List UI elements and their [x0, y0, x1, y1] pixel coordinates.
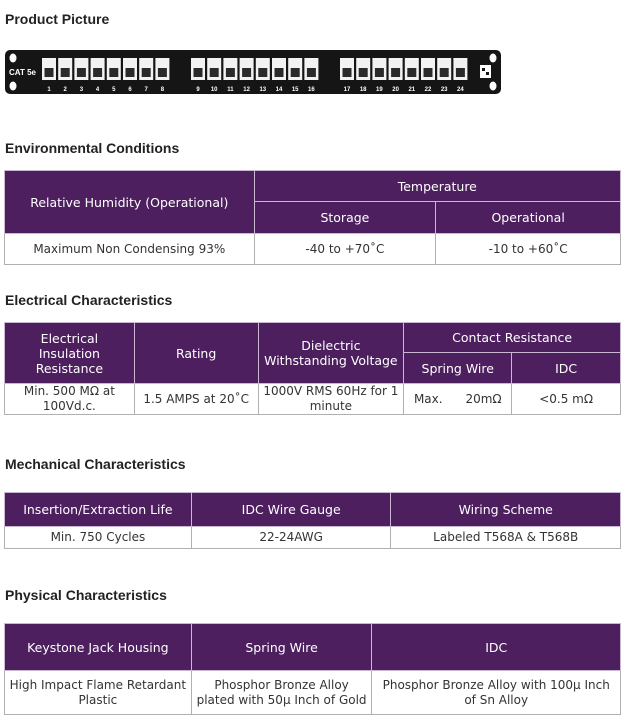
housing-header: Keystone Jack Housing — [5, 624, 192, 671]
spring-wire-value: Max. 20mΩ — [404, 384, 512, 415]
port-number: 9 — [196, 87, 200, 93]
insertion-life-value: Min. 750 Cycles — [5, 527, 192, 549]
insulation-header: Electrical Insulation Resistance — [5, 323, 135, 384]
mount-hole — [490, 82, 497, 91]
port-number: 23 — [440, 87, 448, 93]
wire-gauge-header: IDC Wire Gauge — [191, 493, 391, 527]
dielectric-value: 1000V RMS 60Hz for 1 minute — [258, 384, 404, 415]
wiring-scheme-value: Labeled T568A & T568B — [391, 527, 621, 549]
port-number: 24 — [457, 87, 464, 93]
port-number: 5 — [112, 87, 116, 93]
port-number: 21 — [408, 87, 416, 93]
port-number: 15 — [291, 87, 299, 93]
environmental-table — [4, 170, 621, 265]
port-opening — [77, 68, 86, 77]
patch-panel-image — [5, 48, 501, 96]
physical-spring-wire-header: Spring Wire — [191, 624, 372, 671]
port-opening — [275, 68, 284, 77]
port-opening — [126, 68, 135, 77]
dielectric-header: Dielectric Withstanding Voltage — [258, 323, 404, 384]
physical-table — [4, 623, 621, 715]
electrical-title: Electrical Characteristics — [5, 292, 173, 308]
temperature-header: Temperature — [254, 171, 620, 202]
port-number: 20 — [392, 87, 399, 93]
wiring-scheme-header: Wiring Scheme — [391, 493, 621, 527]
housing-value: High Impact Flame Retardant Plastic — [5, 671, 192, 715]
physical-idc-value: Phosphor Bronze Alloy with 100μ Inch of Sn Alloy — [372, 671, 621, 715]
humidity-header: Relative Humidity (Operational) — [5, 171, 255, 234]
port-opening — [407, 68, 416, 77]
idc-header: IDC — [512, 353, 621, 384]
rating-header: Rating — [134, 323, 258, 384]
brand-logo-mark — [482, 68, 485, 71]
port-number: 2 — [63, 87, 67, 93]
physical-spring-wire-value: Phosphor Bronze Alloy plated with 50μ Inch of Gold — [191, 671, 372, 715]
port-number: 8 — [160, 87, 165, 93]
port-opening — [359, 68, 368, 77]
spring-wire-header: Spring Wire — [404, 353, 512, 384]
port-number: 22 — [424, 87, 432, 93]
port-number: 19 — [376, 87, 383, 93]
port-opening — [93, 68, 102, 77]
rating-value: 1.5 AMPS at 20˚C — [134, 384, 258, 415]
patch-panel-graphic — [5, 48, 501, 96]
physical-title: Physical Characteristics — [5, 587, 167, 603]
wire-gauge-value: 22-24AWG — [191, 527, 391, 549]
port-number: 18 — [359, 87, 367, 93]
brand-logo-mark — [486, 72, 489, 75]
mechanical-table — [4, 492, 621, 549]
port-number: 14 — [275, 87, 283, 93]
port-opening — [258, 68, 267, 77]
storage-header: Storage — [254, 202, 436, 234]
port-opening — [456, 68, 465, 77]
port-number: 1 — [47, 87, 51, 93]
port-number: 16 — [308, 87, 315, 93]
port-opening — [142, 68, 151, 77]
port-number: 3 — [79, 87, 84, 93]
insulation-value: Min. 500 MΩ at 100Vd.c. — [5, 384, 135, 415]
port-opening — [109, 68, 118, 77]
port-opening — [291, 68, 300, 77]
port-opening — [210, 68, 219, 77]
mount-hole — [490, 54, 497, 63]
humidity-value: Maximum Non Condensing 93% — [5, 234, 255, 265]
port-number: 6 — [128, 87, 132, 93]
port-opening — [226, 68, 235, 77]
port-number: 17 — [343, 87, 351, 93]
mechanical-title: Mechanical Characteristics — [5, 456, 186, 472]
panel-label: CAT 5e — [9, 68, 36, 77]
port-number: 7 — [144, 87, 148, 93]
port-number: 13 — [259, 87, 267, 93]
electrical-table — [4, 322, 621, 415]
port-opening — [242, 68, 251, 77]
port-opening — [158, 68, 167, 77]
port-opening — [61, 68, 70, 77]
port-number: 12 — [243, 87, 250, 93]
physical-idc-header: IDC — [372, 624, 621, 671]
idc-value: <0.5 mΩ — [512, 384, 621, 415]
port-opening — [424, 68, 433, 77]
port-opening — [307, 68, 316, 77]
port-opening — [391, 68, 400, 77]
insertion-life-header: Insertion/Extraction Life — [5, 493, 192, 527]
product-picture-title: Product Picture — [5, 11, 110, 27]
port-number: 4 — [95, 87, 100, 93]
port-opening — [343, 68, 352, 77]
port-opening — [440, 68, 449, 77]
operational-header: Operational — [436, 202, 621, 234]
operational-value: -10 to +60˚C — [436, 234, 621, 265]
port-number: 11 — [227, 87, 234, 93]
mount-hole — [10, 54, 17, 63]
port-opening — [375, 68, 384, 77]
storage-value: -40 to +70˚C — [254, 234, 436, 265]
mount-hole — [10, 82, 17, 91]
port-opening — [45, 68, 54, 77]
port-opening — [194, 68, 203, 77]
contact-resistance-header: Contact Resistance — [404, 323, 621, 353]
brand-logo-icon — [480, 65, 491, 78]
environmental-title: Environmental Conditions — [5, 140, 180, 156]
port-number: 10 — [210, 87, 218, 93]
